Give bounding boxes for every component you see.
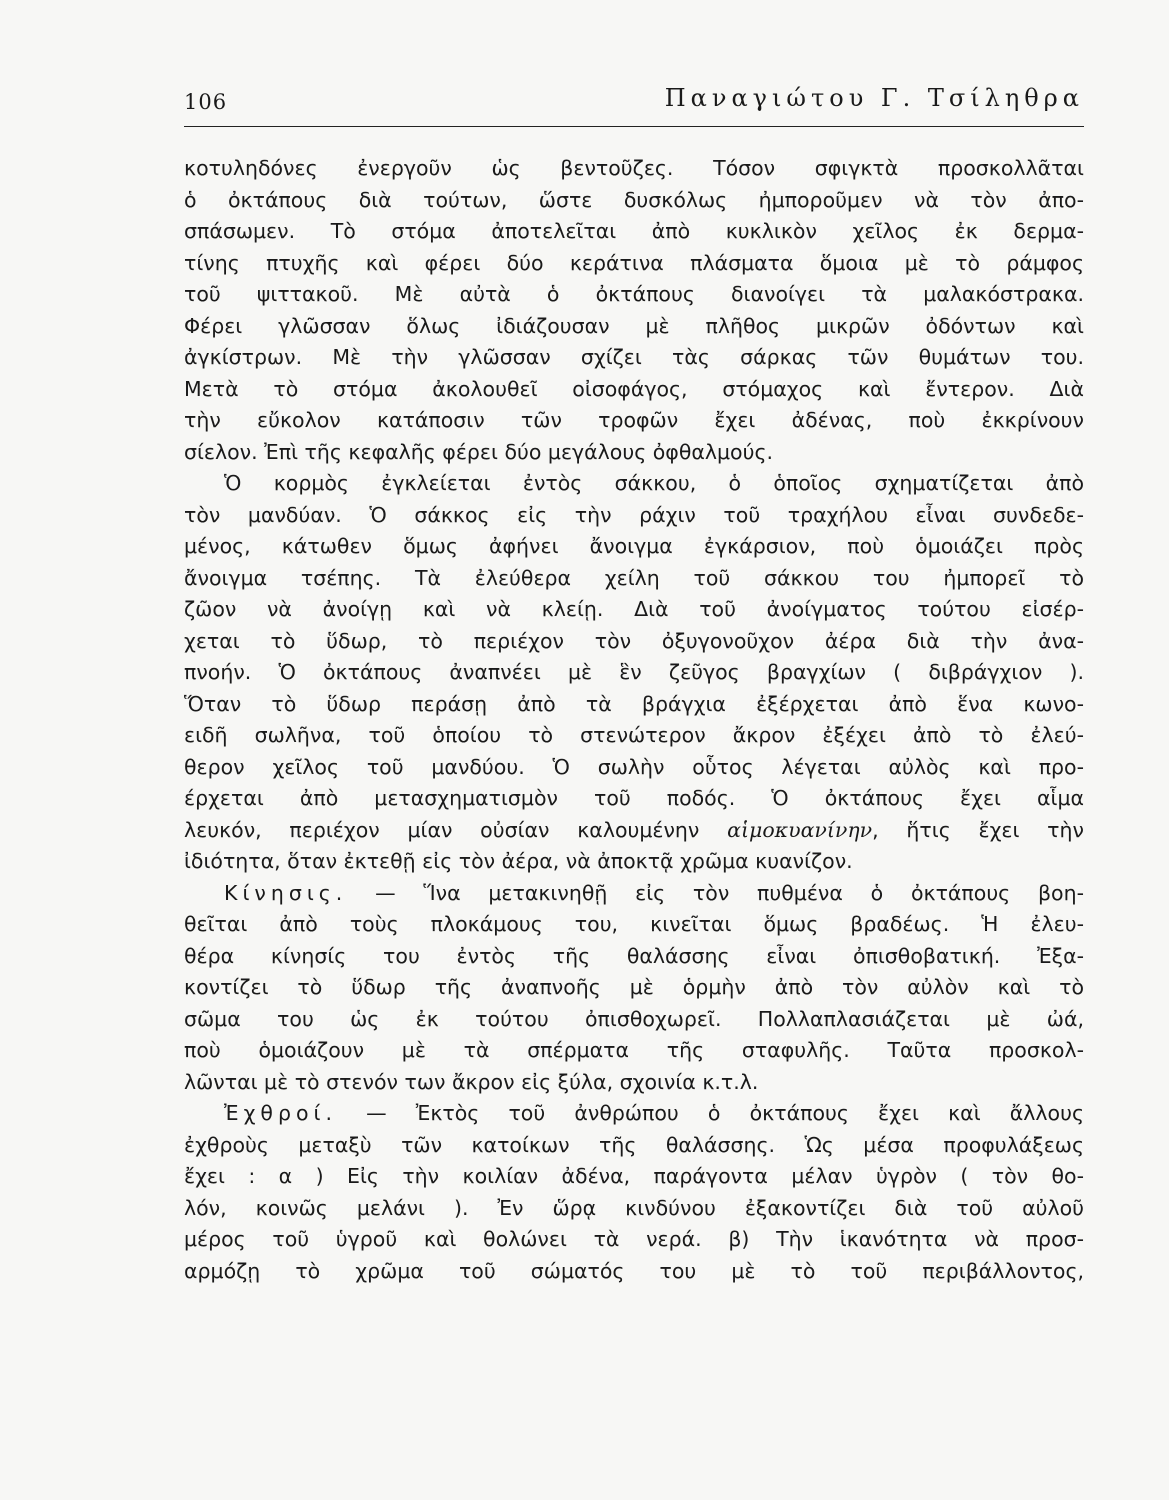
- text-line: θέρα κίνησίς του ἐντὸς τῆς θαλάσσης εἶναι ὀπισθοβατική. Ἐξα-: [184, 943, 1084, 968]
- text-segment: , ἥτις ἔχει τὴν: [872, 817, 1084, 842]
- italic-term: αἱμοκυανίνην: [727, 817, 873, 842]
- body-text: [184, 153, 1084, 1287]
- text-line: πνοήν. Ὁ ὀκτάπους ἀναπνέει μὲ ἓν ζεῦγος βραγχίων ( διβράγχιον ).: [184, 660, 1084, 684]
- text-line: ἰδιότητα, ὅταν ἐκτεθῇ εἰς τὸν ἀέρα, νὰ ἀποκτᾷ χρῶμα κυανίζον.: [184, 849, 853, 873]
- text-line: μένος, κάτωθεν ὅμως ἀφήνει ἄνοιγμα ἐγκάρσιον, ποὺ ὁμοιάζει πρὸς: [184, 534, 1084, 558]
- text-line: [184, 815, 1084, 847]
- text-line: τίνης πτυχῆς καὶ φέρει δύο κεράτινα πλάσματα ὅμοια μὲ τὸ ράμφος: [184, 250, 1084, 275]
- text-segment: — Ἐκτὸς τοῦ ἀνθρώπου ὁ ὀκτάπους ἔχει καὶ ἄλλους: [336, 1101, 1084, 1125]
- text-line: αρμόζῃ τὸ χρῶμα τοῦ σώματός του μὲ τὸ τοῦ περιβάλλοντος,: [184, 1258, 1084, 1283]
- text-line: Φέρει γλῶσσαν ὅλως ἰδιάζουσαν μὲ πλῆθος μικρῶν ὀδόντων καὶ: [184, 313, 1084, 338]
- text-line: κοτυληδόνες ἐνεργοῦν ὡς βεντοῦζες. Τόσον σφιγκτὰ προσκολλᾶται: [184, 156, 1084, 180]
- text-line: σῶμα του ὡς ἐκ τούτου ὀπισθοχωρεῖ. Πολλαπλασιάζεται μὲ ὠά,: [184, 1006, 1084, 1031]
- text-line: έρχεται ἀπὸ μετασχηματισμὸν τοῦ ποδός. Ὁ ὀκτάπους ἔχει αἷμα: [184, 786, 1084, 810]
- section-heading-echthroi: Ἐχθροί.: [224, 1101, 337, 1125]
- text-line: [184, 1098, 1084, 1130]
- text-line: θεῖται ἀπὸ τοὺς πλοκάμους του, κινεῖται ὅμως βραδέως. Ἡ ἐλευ-: [184, 912, 1084, 936]
- text-line: Ὅταν τὸ ὕδωρ περάσῃ ἀπὸ τὰ βράγχια ἐξέρχεται ἀπὸ ἕνα κωνο-: [184, 691, 1084, 716]
- text-line: χεται τὸ ὕδωρ, τὸ περιέχον τὸν ὀξυγονοῦχον ἀέρα διὰ τὴν ἀνα-: [184, 628, 1084, 653]
- text-line: ἀγκίστρων. Μὲ τὴν γλῶσσαν σχίζει τὰς σάρκας τῶν θυμάτων του.: [184, 345, 1084, 369]
- running-title: Παναγιώτου Γ. Τσίληθρα: [664, 84, 1084, 112]
- text-line: Ὁ κορμὸς ἐγκλείεται ἐντὸς σάκκου, ὁ ὁποῖος σχηματίζεται ἀπὸ: [224, 471, 1084, 495]
- text-line: [184, 878, 1084, 910]
- text-line: ἐχθροὺς μεταξὺ τῶν κατοίκων τῆς θαλάσσης. Ὡς μέσα προφυλάξεως: [184, 1132, 1084, 1157]
- text-line: τὸν μανδύαν. Ὁ σάκκος εἰς τὴν ράχιν τοῦ τραχήλου εἶναι συνδεδε-: [184, 502, 1084, 527]
- text-line: Μετὰ τὸ στόμα ἀκολουθεῖ οἰσοφάγος, στόμαχος καὶ ἔντερον. Διὰ: [184, 376, 1084, 401]
- text-line: ζῶον νὰ ἀνοίγῃ καὶ νὰ κλείῃ. Διὰ τοῦ ἀνοίγματος τούτου εἰσέρ-: [184, 597, 1084, 621]
- text-line: λῶνται μὲ τὸ στενόν των ἄκρον εἰς ξύλα, σχοινία κ.τ.λ.: [184, 1069, 759, 1094]
- text-line: λόν, κοινῶς μελάνι ). Ἐν ὥρᾳ κινδύνου ἐξακοντίζει διὰ τοῦ αὐλοῦ: [184, 1195, 1084, 1220]
- text-line: σπάσωμεν. Τὸ στόμα ἀποτελεῖται ἀπὸ κυκλικὸν χεῖλος ἐκ δερμα-: [184, 219, 1084, 243]
- text-line: ειδῆ σωλῆνα, τοῦ ὁποίου τὸ στενώτερον ἄκρον ἐξέχει ἀπὸ τὸ ἐλεύ-: [184, 723, 1084, 747]
- text-line: τοῦ ψιττακοῦ. Μὲ αὐτὰ ὁ ὀκτάπους διανοίγει τὰ μαλακόστρακα.: [184, 282, 1084, 306]
- page-header: [184, 84, 1084, 124]
- text-line: μέρος τοῦ ὑγροῦ καὶ θολώνει τὰ νερά. β) Τὴν ἱκανότητα νὰ προσ-: [184, 1227, 1084, 1251]
- text-line: ἔχει : α ) Εἰς τὴν κοιλίαν ἀδένα, παράγοντα μέλαν ὑγρὸν ( τὸν θο-: [184, 1164, 1084, 1188]
- text-segment: — Ἵνα μετακινηθῇ εἰς τὸν πυθμένα ὁ ὀκτάπους βοη-: [347, 880, 1084, 905]
- text-segment: λευκόν, περιέχον μίαν οὐσίαν καλουμένην: [184, 817, 700, 842]
- header-rule: [184, 126, 1084, 127]
- text-line: ἄνοιγμα τσέπης. Τὰ ἐλεύθερα χείλη τοῦ σάκκου του ἠμπορεῖ τὸ: [184, 565, 1084, 590]
- text-line: τὴν εὔκολον κατάποσιν τῶν τροφῶν ἔχει ἀδένας, ποὺ ἐκκρίνουν: [184, 408, 1084, 432]
- text-line: ὁ ὀκτάπους διὰ τούτων, ὥστε δυσκόλως ἠμποροῦμεν νὰ τὸν ἀπο-: [184, 187, 1084, 212]
- text-line: θερον χεῖλος τοῦ μανδύου. Ὁ σωλὴν οὗτος λέγεται αὐλὸς καὶ προ-: [184, 754, 1084, 779]
- text-line: ποὺ ὁμοιάζουν μὲ τὰ σπέρματα τῆς σταφυλῆς. Ταῦτα προσκολ-: [184, 1038, 1084, 1062]
- text-line: σίελον. Ἐπὶ τῆς κεφαλῆς φέρει δύο μεγάλους ὀφθαλμούς.: [184, 439, 774, 464]
- section-heading-kinisis: Κίνησις.: [224, 880, 348, 905]
- page-number: 106: [184, 90, 228, 114]
- text-line: κοντίζει τὸ ὕδωρ τῆς ἀναπνοῆς μὲ ὁρμὴν ἀπὸ τὸν αὐλὸν καὶ τὸ: [184, 975, 1084, 999]
